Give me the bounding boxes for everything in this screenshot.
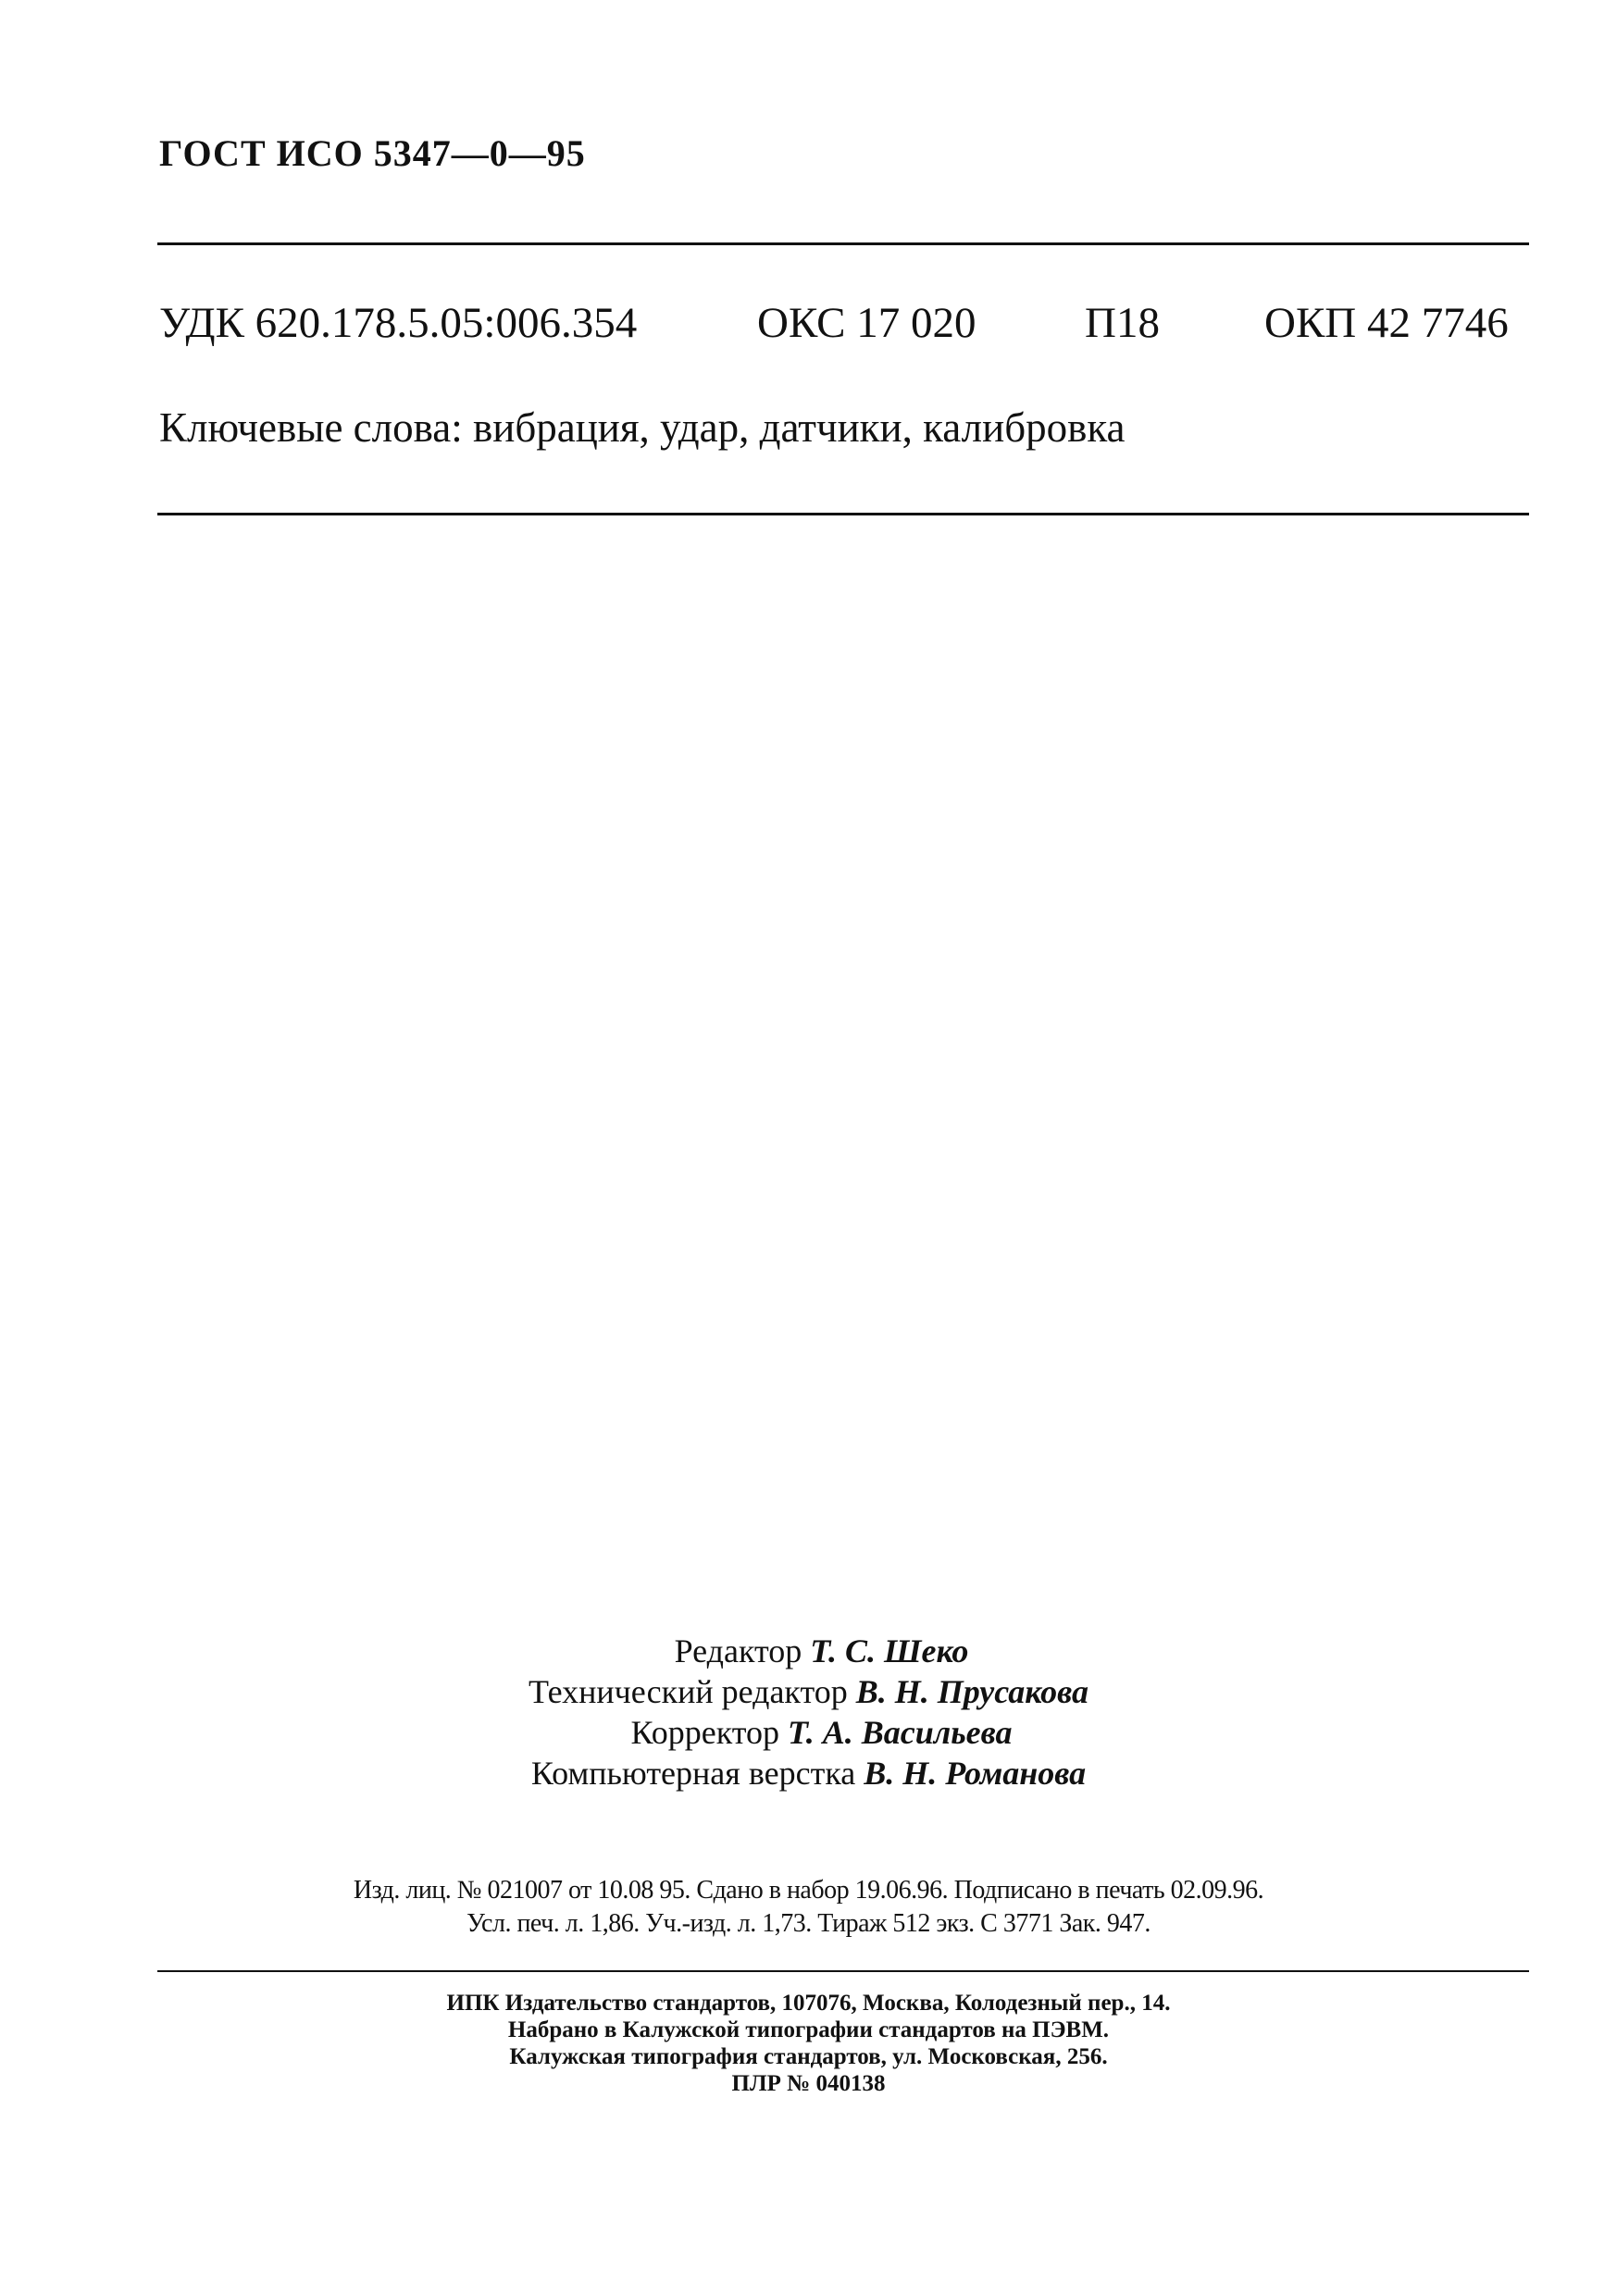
credit-name: В. Н. Романова xyxy=(864,1755,1087,1792)
imprint-block xyxy=(0,1874,1617,1941)
publisher-line-3: Калужская типография стандартов, ул. Московская, 256. xyxy=(509,2044,1108,2069)
credit-layout xyxy=(0,1753,1617,1793)
credits-block xyxy=(0,1631,1617,1793)
credit-role: Компьютерная верстка xyxy=(530,1755,856,1792)
credit-role: Технический редактор xyxy=(529,1673,848,1710)
credit-proofreader xyxy=(13,1712,1617,1753)
credit-name: В. Н. Прусакова xyxy=(855,1673,1088,1710)
keywords-line: Ключевые слова: вибрация, удар, датчики, калибровка xyxy=(159,404,1126,451)
divider-keywords xyxy=(157,513,1529,515)
credit-role: Редактор xyxy=(674,1632,802,1669)
publisher-line-4: ПЛР № 040138 xyxy=(731,2071,886,2096)
okp-code: ОКП 42 7746 xyxy=(1264,299,1509,347)
divider-top xyxy=(157,242,1529,245)
credit-name: Т. С. Шеко xyxy=(810,1632,969,1669)
credit-name: Т. А. Васильева xyxy=(787,1714,1013,1751)
document-code: ГОСТ ИСО 5347—0—95 xyxy=(159,132,586,174)
publisher-line-2: Набрано в Калужской типографии стандартов на ПЭВМ. xyxy=(507,2017,1110,2042)
credit-technical-editor xyxy=(0,1671,1617,1712)
publisher-block xyxy=(0,1990,1617,2097)
imprint-line-1: Изд. лиц. № 021007 от 10.08 95. Сдано в набор 19.06.96. Подписано в печать 02.09.96. xyxy=(353,1876,1264,1905)
credit-role: Корректор xyxy=(630,1714,779,1751)
imprint-line-2: Усл. печ. л. 1,86. Уч.-изд. л. 1,73. Тираж 512 экз. С 3771 Зак. 947. xyxy=(466,1909,1151,1938)
udk-code: УДК 620.178.5.05:006.354 xyxy=(159,299,638,347)
divider-imprint xyxy=(157,1970,1529,1972)
credit-editor xyxy=(13,1631,1617,1671)
group-code: П18 xyxy=(1085,299,1160,347)
publisher-line-1: ИПК Издательство стандартов, 107076, Москва, Колодезный пер., 14. xyxy=(446,1991,1171,2016)
oks-code: ОКС 17 020 xyxy=(757,299,976,347)
